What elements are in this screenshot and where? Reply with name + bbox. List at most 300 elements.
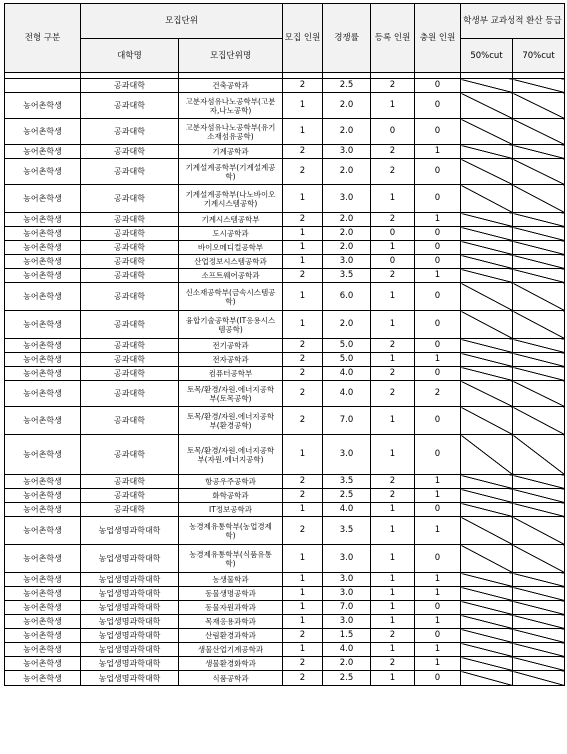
header-college: 대학명 — [81, 39, 179, 73]
college-cell: 공과대학 — [81, 435, 179, 475]
quota-cell: 2 — [283, 407, 323, 435]
college-cell: 농업생명과학대학 — [81, 573, 179, 587]
competition-cell: 7.0 — [323, 601, 371, 615]
competition-cell: 2.0 — [323, 311, 371, 339]
college-cell: 공과대학 — [81, 489, 179, 503]
unit-name-cell: 농생물학과 — [179, 573, 283, 587]
quota-cell: 1 — [283, 435, 323, 475]
quota-cell: 2 — [283, 657, 323, 671]
competition-cell: 4.0 — [323, 503, 371, 517]
quota-cell: 2 — [283, 367, 323, 381]
cut50-cell — [461, 269, 513, 283]
type-cell: 농어촌학생 — [5, 657, 81, 671]
table-row — [5, 657, 565, 671]
competition-cell: 3.5 — [323, 517, 371, 545]
registered-cell: 1 — [371, 587, 415, 601]
additional-cell: 0 — [415, 119, 461, 145]
unit-name-cell: 기계공학과 — [179, 145, 283, 159]
type-cell — [5, 79, 81, 93]
additional-cell: 1 — [415, 643, 461, 657]
additional-cell: 0 — [415, 185, 461, 213]
registered-cell: 0 — [371, 119, 415, 145]
table-row — [5, 587, 565, 601]
table-row — [5, 601, 565, 615]
unit-name-cell: 산림환경과학과 — [179, 629, 283, 643]
additional-cell: 2 — [415, 381, 461, 407]
registered-cell: 1 — [371, 435, 415, 475]
table-row — [5, 213, 565, 227]
cut50-cell — [461, 629, 513, 643]
competition-cell: 3.5 — [323, 269, 371, 283]
unit-name-cell: 건축공학과 — [179, 79, 283, 93]
cut70-cell — [513, 269, 565, 283]
table-row — [5, 545, 565, 573]
cut50-cell — [461, 573, 513, 587]
additional-cell: 1 — [415, 489, 461, 503]
unit-name-cell: 농경제유통학부(농업경제학) — [179, 517, 283, 545]
quota-cell: 2 — [283, 489, 323, 503]
quota-cell: 1 — [283, 503, 323, 517]
college-cell: 농업생명과학대학 — [81, 657, 179, 671]
table-row — [5, 475, 565, 489]
competition-cell: 2.0 — [323, 119, 371, 145]
quota-cell: 2 — [283, 353, 323, 367]
table-row — [5, 79, 565, 93]
type-cell: 농어촌학생 — [5, 283, 81, 311]
registered-cell: 1 — [371, 93, 415, 119]
additional-cell: 1 — [415, 145, 461, 159]
table-row — [5, 435, 565, 475]
cut50-cell — [461, 213, 513, 227]
table-row — [5, 503, 565, 517]
quota-cell: 2 — [283, 145, 323, 159]
competition-cell: 3.0 — [323, 573, 371, 587]
header-quota: 모집 인원 — [283, 4, 323, 73]
competition-cell: 4.0 — [323, 367, 371, 381]
additional-cell: 1 — [415, 475, 461, 489]
registered-cell: 2 — [371, 213, 415, 227]
type-cell: 농어촌학생 — [5, 517, 81, 545]
quota-cell: 1 — [283, 255, 323, 269]
unit-name-cell: 토목/환경/자원.에너지공학부(자원.에너지공학) — [179, 435, 283, 475]
competition-cell: 7.0 — [323, 407, 371, 435]
unit-name-cell: 소프트웨어공학과 — [179, 269, 283, 283]
college-cell: 공과대학 — [81, 503, 179, 517]
additional-cell: 1 — [415, 615, 461, 629]
unit-name-cell: 기계시스템공학부 — [179, 213, 283, 227]
cut50-cell — [461, 255, 513, 269]
registered-cell: 1 — [371, 185, 415, 213]
table-row — [5, 339, 565, 353]
additional-cell: 0 — [415, 311, 461, 339]
cut50-cell — [461, 381, 513, 407]
college-cell: 공과대학 — [81, 283, 179, 311]
cut70-cell — [513, 353, 565, 367]
cut50-cell — [461, 601, 513, 615]
type-cell: 농어촌학생 — [5, 269, 81, 283]
competition-cell: 2.0 — [323, 213, 371, 227]
additional-cell: 0 — [415, 241, 461, 255]
table-row — [5, 227, 565, 241]
additional-cell: 0 — [415, 93, 461, 119]
cut70-cell — [513, 503, 565, 517]
cut70-cell — [513, 159, 565, 185]
cut70-cell — [513, 255, 565, 269]
quota-cell: 1 — [283, 227, 323, 241]
unit-name-cell: 바이오메디컬공학부 — [179, 241, 283, 255]
competition-cell: 1.5 — [323, 629, 371, 643]
competition-cell: 5.0 — [323, 353, 371, 367]
additional-cell: 0 — [415, 503, 461, 517]
header-cut70: 70%cut — [513, 39, 565, 73]
cut70-cell — [513, 643, 565, 657]
cut50-cell — [461, 353, 513, 367]
unit-name-cell: 토목/환경/자원.에너지공학부(환경공학) — [179, 407, 283, 435]
cut50-cell — [461, 671, 513, 686]
type-cell: 농어촌학생 — [5, 339, 81, 353]
competition-cell: 2.5 — [323, 671, 371, 686]
competition-cell: 2.5 — [323, 489, 371, 503]
cut50-cell — [461, 339, 513, 353]
header-additional: 충원 인원 — [415, 4, 461, 73]
competition-cell: 3.0 — [323, 587, 371, 601]
unit-name-cell: 산업정보시스템공학과 — [179, 255, 283, 269]
unit-name-cell: 토목/환경/자원.에너지공학부(토목공학) — [179, 381, 283, 407]
competition-cell: 6.0 — [323, 283, 371, 311]
cut70-cell — [513, 339, 565, 353]
cut70-cell — [513, 657, 565, 671]
table-row — [5, 145, 565, 159]
additional-cell: 0 — [415, 601, 461, 615]
cut70-cell — [513, 587, 565, 601]
competition-cell: 2.5 — [323, 79, 371, 93]
college-cell: 농업생명과학대학 — [81, 587, 179, 601]
unit-name-cell: 신소재공학부(금속시스템공학) — [179, 283, 283, 311]
cut70-cell — [513, 381, 565, 407]
additional-cell: 0 — [415, 629, 461, 643]
college-cell: 공과대학 — [81, 93, 179, 119]
cut70-cell — [513, 213, 565, 227]
quota-cell: 1 — [283, 587, 323, 601]
registered-cell: 2 — [371, 489, 415, 503]
type-cell: 농어촌학생 — [5, 367, 81, 381]
college-cell: 공과대학 — [81, 241, 179, 255]
table-row — [5, 159, 565, 185]
quota-cell: 1 — [283, 185, 323, 213]
type-cell: 농어촌학생 — [5, 435, 81, 475]
cut70-cell — [513, 145, 565, 159]
cut70-cell — [513, 283, 565, 311]
registered-cell: 1 — [371, 615, 415, 629]
quota-cell: 1 — [283, 615, 323, 629]
table-row — [5, 119, 565, 145]
quota-cell: 2 — [283, 671, 323, 686]
registered-cell: 2 — [371, 381, 415, 407]
cut70-cell — [513, 517, 565, 545]
type-cell: 농어촌학생 — [5, 545, 81, 573]
cut50-cell — [461, 503, 513, 517]
unit-name-cell: 농경제유통학부(식품유통학) — [179, 545, 283, 573]
additional-cell: 0 — [415, 671, 461, 686]
college-cell: 공과대학 — [81, 381, 179, 407]
college-cell: 공과대학 — [81, 367, 179, 381]
quota-cell: 1 — [283, 283, 323, 311]
unit-name-cell: 고분자섬유나노공학부(유기소재섬유공학) — [179, 119, 283, 145]
type-cell: 농어촌학생 — [5, 213, 81, 227]
registered-cell: 1 — [371, 671, 415, 686]
college-cell: 공과대학 — [81, 311, 179, 339]
college-cell: 공과대학 — [81, 269, 179, 283]
cut70-cell — [513, 671, 565, 686]
competition-cell: 3.0 — [323, 435, 371, 475]
table-row — [5, 407, 565, 435]
quota-cell: 2 — [283, 159, 323, 185]
table-row — [5, 283, 565, 311]
cut50-cell — [461, 435, 513, 475]
registered-cell: 1 — [371, 311, 415, 339]
header-cut50: 50%cut — [461, 39, 513, 73]
type-cell: 농어촌학생 — [5, 629, 81, 643]
quota-cell: 1 — [283, 241, 323, 255]
college-cell: 농업생명과학대학 — [81, 615, 179, 629]
additional-cell: 1 — [415, 573, 461, 587]
cut50-cell — [461, 367, 513, 381]
college-cell: 공과대학 — [81, 407, 179, 435]
table-row — [5, 255, 565, 269]
college-cell: 농업생명과학대학 — [81, 545, 179, 573]
additional-cell: 0 — [415, 159, 461, 185]
registered-cell: 2 — [371, 475, 415, 489]
quota-cell: 1 — [283, 311, 323, 339]
type-cell: 농어촌학생 — [5, 407, 81, 435]
competition-cell: 2.0 — [323, 657, 371, 671]
table-row — [5, 489, 565, 503]
type-cell: 농어촌학생 — [5, 93, 81, 119]
cut50-cell — [461, 227, 513, 241]
quota-cell: 1 — [283, 545, 323, 573]
type-cell: 농어촌학생 — [5, 489, 81, 503]
cut50-cell — [461, 283, 513, 311]
cut50-cell — [461, 159, 513, 185]
additional-cell: 0 — [415, 367, 461, 381]
table-row — [5, 311, 565, 339]
cut50-cell — [461, 93, 513, 119]
cut70-cell — [513, 545, 565, 573]
registered-cell: 2 — [371, 145, 415, 159]
registered-cell: 2 — [371, 657, 415, 671]
header-recruit-unit: 모집단위 — [81, 4, 283, 39]
type-cell: 농어촌학생 — [5, 185, 81, 213]
college-cell: 공과대학 — [81, 213, 179, 227]
additional-cell: 0 — [415, 255, 461, 269]
cut50-cell — [461, 185, 513, 213]
college-cell: 공과대학 — [81, 185, 179, 213]
table-row — [5, 615, 565, 629]
registered-cell: 2 — [371, 79, 415, 93]
cut70-cell — [513, 311, 565, 339]
competition-cell: 3.0 — [323, 255, 371, 269]
quota-cell: 2 — [283, 339, 323, 353]
competition-cell: 2.0 — [323, 159, 371, 185]
college-cell: 농업생명과학대학 — [81, 643, 179, 657]
competition-cell: 3.5 — [323, 475, 371, 489]
header-unit-name: 모집단위명 — [179, 39, 283, 73]
unit-name-cell: 항공우주공학과 — [179, 475, 283, 489]
cut50-cell — [461, 475, 513, 489]
type-cell: 농어촌학생 — [5, 145, 81, 159]
competition-cell: 2.0 — [323, 241, 371, 255]
unit-name-cell: 전기공학과 — [179, 339, 283, 353]
cut70-cell — [513, 615, 565, 629]
table-row — [5, 517, 565, 545]
quota-cell: 1 — [283, 573, 323, 587]
table-body — [5, 73, 565, 686]
cut70-cell — [513, 629, 565, 643]
type-cell: 농어촌학생 — [5, 353, 81, 367]
cut50-cell — [461, 587, 513, 601]
additional-cell: 1 — [415, 213, 461, 227]
competition-cell: 5.0 — [323, 339, 371, 353]
cut50-cell — [461, 615, 513, 629]
cut70-cell — [513, 93, 565, 119]
college-cell: 공과대학 — [81, 227, 179, 241]
unit-name-cell: 기계설계공학부(나노바이오기계시스템공학) — [179, 185, 283, 213]
cut70-cell — [513, 475, 565, 489]
registered-cell: 1 — [371, 283, 415, 311]
unit-name-cell: 고분자섬유나노공학부(고분자,나노공학) — [179, 93, 283, 119]
header-type: 전형 구분 — [5, 4, 81, 73]
competition-cell: 3.0 — [323, 545, 371, 573]
admission-results-table — [4, 3, 565, 686]
registered-cell: 1 — [371, 545, 415, 573]
cut50-cell — [461, 145, 513, 159]
additional-cell: 1 — [415, 269, 461, 283]
cut50-cell — [461, 545, 513, 573]
cut50-cell — [461, 119, 513, 145]
registered-cell: 1 — [371, 517, 415, 545]
cut70-cell — [513, 435, 565, 475]
registered-cell: 2 — [371, 159, 415, 185]
cut50-cell — [461, 311, 513, 339]
college-cell: 농업생명과학대학 — [81, 671, 179, 686]
type-cell: 농어촌학생 — [5, 503, 81, 517]
type-cell: 농어촌학생 — [5, 643, 81, 657]
type-cell: 농어촌학생 — [5, 615, 81, 629]
quota-cell: 2 — [283, 629, 323, 643]
additional-cell: 0 — [415, 435, 461, 475]
quota-cell: 2 — [283, 475, 323, 489]
cut50-cell — [461, 489, 513, 503]
registered-cell: 0 — [371, 227, 415, 241]
unit-name-cell: 생물환경화학과 — [179, 657, 283, 671]
additional-cell: 1 — [415, 657, 461, 671]
quota-cell: 1 — [283, 93, 323, 119]
registered-cell: 2 — [371, 269, 415, 283]
table-row — [5, 367, 565, 381]
cut70-cell — [513, 241, 565, 255]
table-row — [5, 573, 565, 587]
additional-cell: 1 — [415, 587, 461, 601]
additional-cell: 0 — [415, 227, 461, 241]
additional-cell: 1 — [415, 517, 461, 545]
table-row — [5, 671, 565, 686]
unit-name-cell: 컴퓨터공학부 — [179, 367, 283, 381]
registered-cell: 2 — [371, 339, 415, 353]
college-cell: 공과대학 — [81, 353, 179, 367]
college-cell: 공과대학 — [81, 255, 179, 269]
type-cell: 농어촌학생 — [5, 587, 81, 601]
college-cell: 공과대학 — [81, 145, 179, 159]
competition-cell: 3.0 — [323, 615, 371, 629]
unit-name-cell: 전자공학과 — [179, 353, 283, 367]
cut70-cell — [513, 489, 565, 503]
registered-cell: 1 — [371, 503, 415, 517]
cut70-cell — [513, 367, 565, 381]
cut70-cell — [513, 79, 565, 93]
unit-name-cell: 목재응용과학과 — [179, 615, 283, 629]
table-row — [5, 93, 565, 119]
unit-name-cell: 동물자원과학과 — [179, 601, 283, 615]
competition-cell: 2.0 — [323, 93, 371, 119]
cut70-cell — [513, 185, 565, 213]
registered-cell: 1 — [371, 241, 415, 255]
competition-cell: 2.0 — [323, 227, 371, 241]
additional-cell: 0 — [415, 283, 461, 311]
type-cell: 농어촌학생 — [5, 601, 81, 615]
college-cell: 공과대학 — [81, 475, 179, 489]
cut70-cell — [513, 601, 565, 615]
college-cell: 농업생명과학대학 — [81, 601, 179, 615]
college-cell: 농업생명과학대학 — [81, 629, 179, 643]
registered-cell: 2 — [371, 367, 415, 381]
additional-cell: 0 — [415, 79, 461, 93]
quota-cell: 1 — [283, 601, 323, 615]
type-cell: 농어촌학생 — [5, 159, 81, 185]
additional-cell: 0 — [415, 407, 461, 435]
college-cell: 공과대학 — [81, 159, 179, 185]
registered-cell: 1 — [371, 643, 415, 657]
registered-cell: 2 — [371, 629, 415, 643]
registered-cell: 1 — [371, 353, 415, 367]
college-cell: 공과대학 — [81, 339, 179, 353]
table-row — [5, 269, 565, 283]
cut50-cell — [461, 241, 513, 255]
quota-cell: 2 — [283, 517, 323, 545]
registered-cell: 1 — [371, 601, 415, 615]
cut70-cell — [513, 119, 565, 145]
table-row — [5, 629, 565, 643]
type-cell: 농어촌학생 — [5, 311, 81, 339]
unit-name-cell: 동물생명공학과 — [179, 587, 283, 601]
quota-cell: 1 — [283, 119, 323, 145]
table-row — [5, 643, 565, 657]
type-cell: 농어촌학생 — [5, 241, 81, 255]
unit-name-cell: 생물산업기계공학과 — [179, 643, 283, 657]
cut70-cell — [513, 573, 565, 587]
type-cell: 농어촌학생 — [5, 671, 81, 686]
registered-cell: 0 — [371, 255, 415, 269]
unit-name-cell: 융합기술공학부(IT응용시스템공학) — [179, 311, 283, 339]
table-row — [5, 241, 565, 255]
competition-cell: 4.0 — [323, 381, 371, 407]
type-cell: 농어촌학생 — [5, 381, 81, 407]
type-cell: 농어촌학생 — [5, 255, 81, 269]
table-row — [5, 185, 565, 213]
college-cell: 공과대학 — [81, 79, 179, 93]
unit-name-cell: 기계설계공학부(기계설계공학) — [179, 159, 283, 185]
registered-cell: 1 — [371, 573, 415, 587]
cut50-cell — [461, 657, 513, 671]
